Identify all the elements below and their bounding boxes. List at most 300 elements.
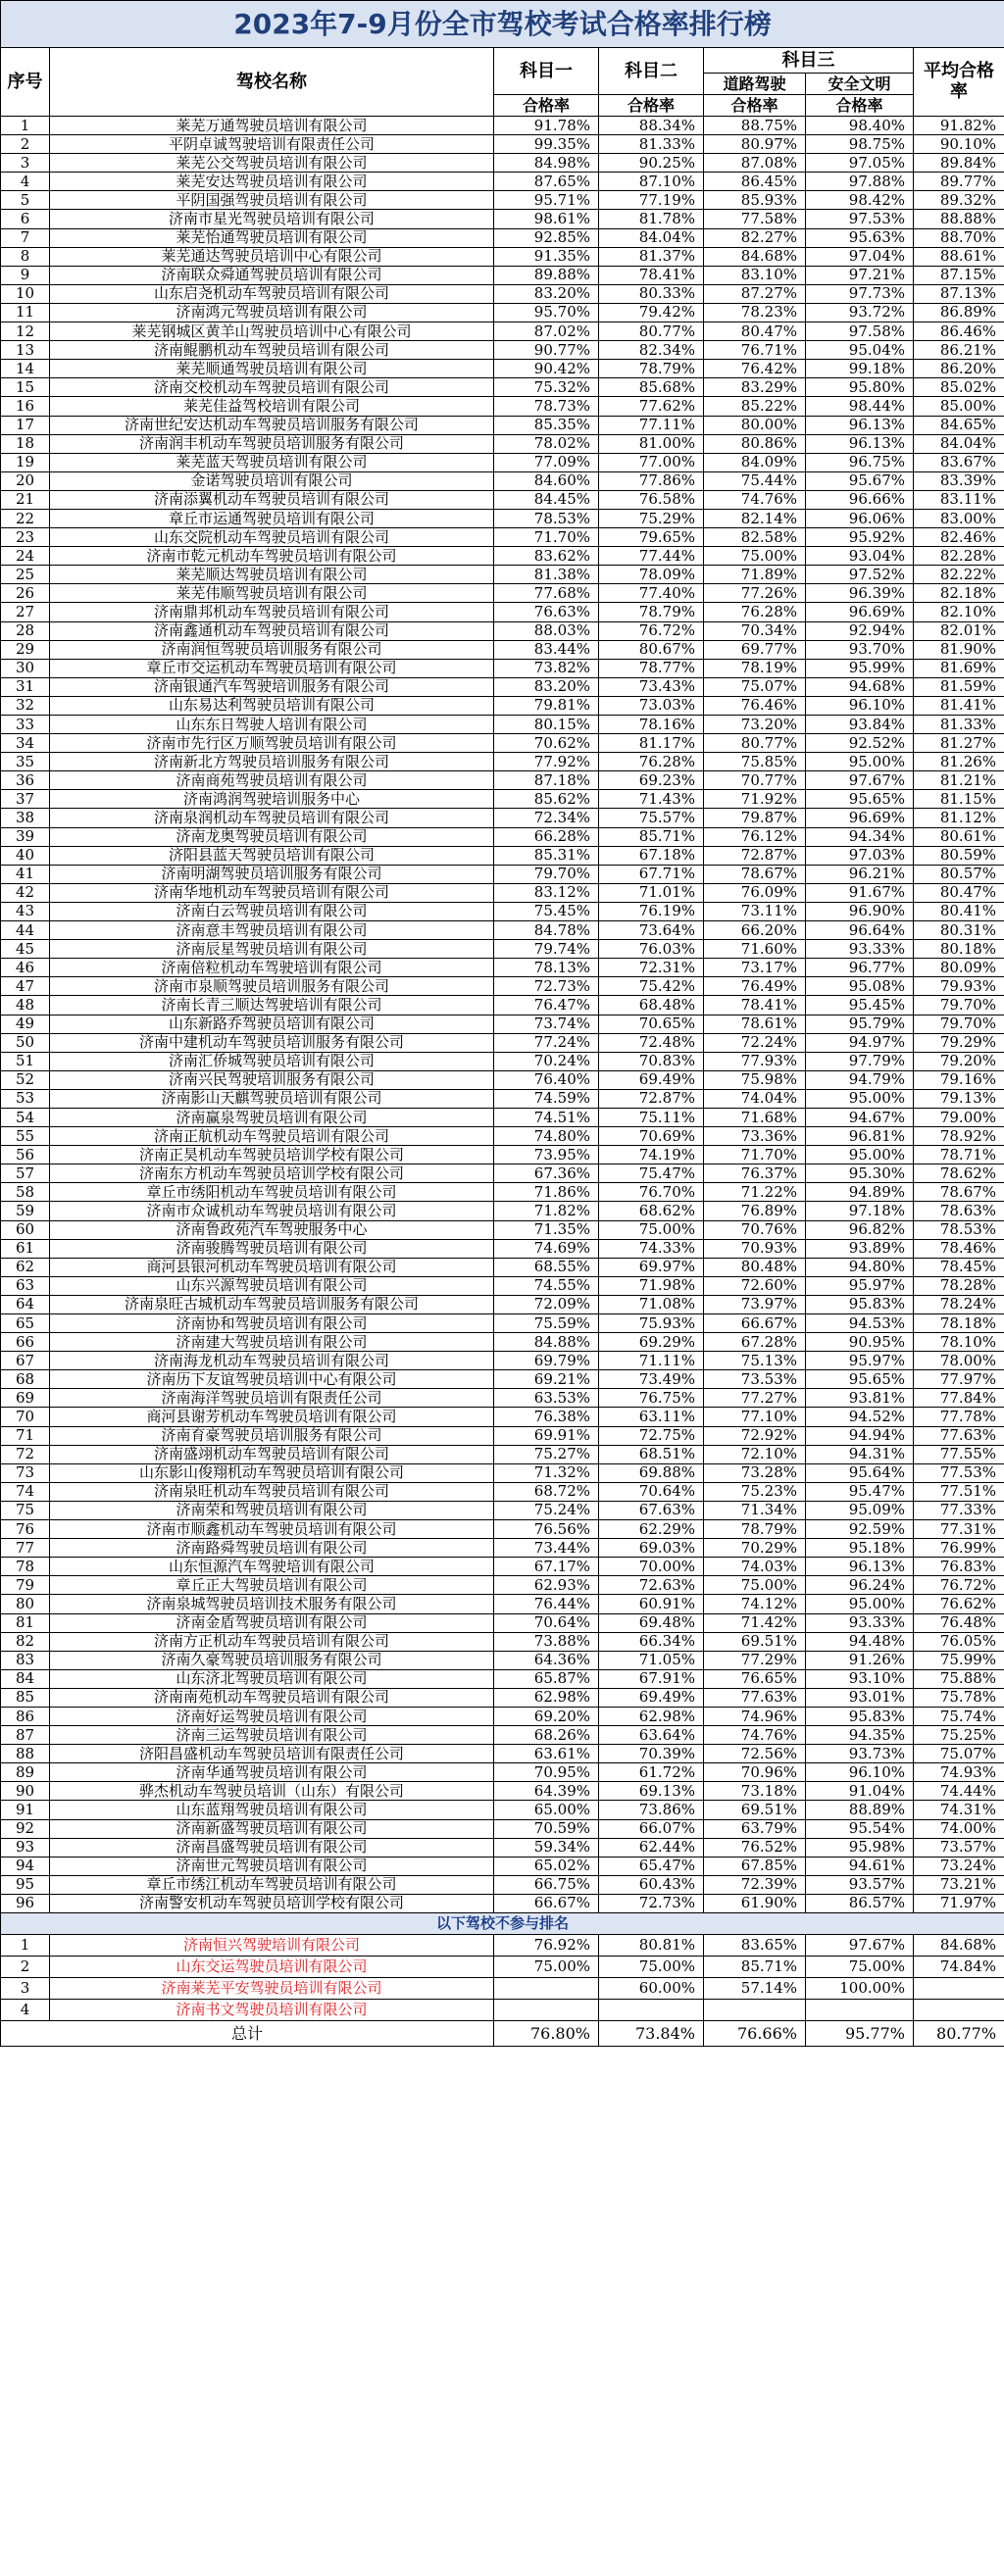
table-row [1,1857,1004,1875]
school-name: 济南书文驾驶员培训有限公司 [50,2000,494,2021]
road-driving-rate: 74.03% [704,1558,806,1576]
road-driving-rate: 82.14% [704,509,806,527]
school-name: 骅杰机动车驾驶员培训（山东）有限公司 [50,1782,494,1801]
subject2-rate: 76.03% [599,940,704,959]
school-name: 莱芜怡通驾驶员培训有限公司 [50,228,494,247]
school-name: 山东影山俊翔机动车驾驶员培训有限公司 [50,1463,494,1482]
rank: 63 [1,1276,50,1295]
safety-rate: 96.69% [806,603,914,621]
subject1-rate: 87.65% [494,173,599,191]
table-row [1,341,1004,360]
subject1-rate: 91.35% [494,247,599,266]
rank: 59 [1,1202,50,1220]
road-driving-rate: 80.77% [704,734,806,753]
safety-rate: 94.31% [806,1445,914,1463]
average-rate: 76.99% [914,1539,1004,1558]
safety-rate: 92.94% [806,621,914,640]
rank: 28 [1,621,50,640]
road-driving-rate: 73.17% [704,959,806,977]
subject1-rate: 85.62% [494,790,599,809]
safety-rate: 98.40% [806,117,914,135]
road-driving-rate: 73.36% [704,1127,806,1146]
school-name: 平阴国强驾驶员培训有限公司 [50,191,494,210]
subject2-rate: 70.64% [599,1482,704,1501]
safety-rate: 93.81% [806,1389,914,1408]
road-driving-rate: 71.34% [704,1501,806,1519]
safety-rate: 91.04% [806,1782,914,1801]
road-driving-rate: 70.77% [704,771,806,790]
safety-rate: 95.92% [806,528,914,547]
table-row [1,453,1004,471]
school-name: 济南建大驾驶员培训有限公司 [50,1333,494,1352]
subject2-rate: 69.49% [599,1070,704,1089]
rank: 8 [1,247,50,266]
subject1-rate [494,2000,599,2021]
safety-rate: 93.89% [806,1239,914,1258]
road-driving-rate [704,2000,806,2021]
safety-rate: 95.79% [806,1015,914,1033]
average-rate: 78.45% [914,1258,1004,1276]
subject2-rate: 73.86% [599,1801,704,1819]
rank: 30 [1,659,50,677]
table-row [1,1745,1004,1763]
road-driving-rate: 66.67% [704,1314,806,1333]
road-driving-rate: 67.28% [704,1333,806,1352]
average-rate: 77.31% [914,1520,1004,1539]
table-row [1,191,1004,210]
school-name: 济南鸿润驾驶培训服务中心 [50,790,494,809]
table-row [1,753,1004,771]
school-name: 济南影山天麒驾驶员培训有限公司 [50,1089,494,1108]
table-row [1,397,1004,416]
rank: 96 [1,1894,50,1912]
safety-rate: 95.54% [806,1819,914,1838]
road-driving-rate: 77.93% [704,1052,806,1070]
subject1-rate: 74.51% [494,1108,599,1126]
safety-rate: 96.66% [806,490,914,509]
road-driving-rate: 77.26% [704,584,806,603]
road-driving-rate: 72.87% [704,846,806,865]
school-name: 济南世元驾驶员培训有限公司 [50,1857,494,1875]
road-driving-rate: 78.79% [704,1520,806,1539]
rank: 89 [1,1763,50,1782]
subject1-rate: 71.35% [494,1220,599,1239]
rank: 6 [1,210,50,228]
rank: 1 [1,117,50,135]
average-rate: 86.46% [914,322,1004,341]
rank: 41 [1,865,50,883]
table-row [1,1763,1004,1782]
school-name: 济南盛翊机动车驾驶员培训有限公司 [50,1445,494,1463]
subject1-rate: 66.67% [494,1894,599,1912]
header-pass-rate-subject1: 合格率 [494,95,599,117]
table-row [1,566,1004,584]
average-rate: 80.18% [914,940,1004,959]
school-name: 济南润丰机动车驾驶员培训服务有限公司 [50,434,494,453]
table-row [1,1651,1004,1669]
safety-rate: 95.00% [806,1089,914,1108]
average-rate: 77.97% [914,1370,1004,1389]
school-name: 济南新北方驾驶员培训服务有限公司 [50,753,494,771]
road-driving-rate: 72.56% [704,1745,806,1763]
average-rate: 78.92% [914,1127,1004,1146]
average-rate: 79.29% [914,1033,1004,1052]
table-row [1,416,1004,434]
safety-rate: 97.79% [806,1052,914,1070]
road-driving-rate: 74.76% [704,490,806,509]
subject1-rate: 59.34% [494,1838,599,1857]
average-rate: 76.48% [914,1613,1004,1632]
page-title: 2023年7-9月份全市驾校考试合格率排行榜 [1,1,1004,48]
average-rate: 80.41% [914,902,1004,920]
safety-rate: 75.00% [806,1957,914,1978]
school-name: 章丘市运通驾驶员培训有限公司 [50,509,494,527]
total-label: 总计 [1,2021,494,2047]
school-name: 济南昌盛驾驶员培训有限公司 [50,1838,494,1857]
average-rate: 80.09% [914,959,1004,977]
safety-rate: 95.97% [806,1276,914,1295]
road-driving-rate: 76.28% [704,603,806,621]
school-name: 济南长青三顺达驾驶培训有限公司 [50,996,494,1015]
safety-rate: 96.06% [806,509,914,527]
road-driving-rate: 73.53% [704,1370,806,1389]
school-name: 济南市先行区万顺驾驶员培训有限公司 [50,734,494,753]
table-row [1,1726,1004,1745]
average-rate: 89.77% [914,173,1004,191]
table-row [1,1033,1004,1052]
subject1-rate: 75.32% [494,378,599,397]
table-row [1,865,1004,883]
excluded-row [1,1935,1004,1957]
table-row [1,378,1004,397]
road-driving-rate: 83.29% [704,378,806,397]
subject2-rate: 88.34% [599,117,704,135]
header-school: 驾校名称 [50,48,494,117]
subject1-rate: 78.53% [494,509,599,527]
average-rate: 85.00% [914,397,1004,416]
average-rate: 77.33% [914,1501,1004,1519]
table-row [1,247,1004,266]
safety-rate: 95.83% [806,1707,914,1725]
safety-rate: 95.83% [806,1295,914,1313]
school-name: 济南汇侨城驾驶员培训有限公司 [50,1052,494,1070]
safety-rate: 94.34% [806,827,914,846]
subject1-rate: 76.92% [494,1935,599,1957]
school-name: 商河县谢芳机动车驾驶员培训有限公司 [50,1408,494,1426]
safety-rate: 93.10% [806,1669,914,1688]
rank: 88 [1,1745,50,1763]
rank: 71 [1,1426,50,1445]
rank: 16 [1,397,50,416]
safety-rate: 91.67% [806,883,914,902]
road-driving-rate: 82.58% [704,528,806,547]
table-row [1,1089,1004,1108]
average-rate: 80.47% [914,883,1004,902]
rank: 15 [1,378,50,397]
rank: 55 [1,1127,50,1146]
road-driving-rate: 75.98% [704,1070,806,1089]
safety-rate: 95.00% [806,753,914,771]
school-name: 济南历下友谊驾驶员培训中心有限公司 [50,1370,494,1389]
rank: 44 [1,921,50,940]
subject1-rate: 73.74% [494,1015,599,1033]
subject1-rate: 76.40% [494,1070,599,1089]
average-rate: 77.51% [914,1482,1004,1501]
table-row [1,1576,1004,1595]
subject1-rate: 65.00% [494,1801,599,1819]
excluded-row [1,2000,1004,2021]
table-row [1,322,1004,341]
average-rate: 78.46% [914,1239,1004,1258]
rank: 48 [1,996,50,1015]
subject1-rate: 72.09% [494,1295,599,1313]
average-rate: 81.33% [914,716,1004,734]
subject2-rate: 69.97% [599,1258,704,1276]
school-name: 金诺驾驶员培训有限公司 [50,471,494,490]
table-row [1,1295,1004,1313]
rank: 78 [1,1558,50,1576]
table-row [1,1333,1004,1352]
table-row [1,1595,1004,1613]
safety-rate: 95.80% [806,378,914,397]
average-rate: 84.65% [914,416,1004,434]
subject1-rate: 72.34% [494,809,599,827]
safety-rate: 86.57% [806,1894,914,1912]
safety-rate: 95.65% [806,1370,914,1389]
average-rate: 79.00% [914,1108,1004,1126]
road-driving-rate: 75.00% [704,1576,806,1595]
road-driving-rate: 76.65% [704,1669,806,1688]
school-name: 莱芜万通驾驶员培训有限公司 [50,117,494,135]
subject2-rate: 75.57% [599,809,704,827]
subject2-rate: 73.03% [599,696,704,715]
subject2-rate: 81.78% [599,210,704,228]
road-driving-rate: 72.92% [704,1426,806,1445]
road-driving-rate: 75.00% [704,547,806,566]
school-name: 莱芜公交驾驶员培训有限公司 [50,154,494,173]
road-driving-rate: 86.45% [704,173,806,191]
subject2-rate: 70.65% [599,1015,704,1033]
road-driving-rate: 71.68% [704,1108,806,1126]
safety-rate: 95.65% [806,790,914,809]
average-rate: 78.53% [914,1220,1004,1239]
road-driving-rate: 76.09% [704,883,806,902]
safety-rate: 96.13% [806,416,914,434]
road-driving-rate: 78.41% [704,996,806,1015]
average-rate: 81.15% [914,790,1004,809]
safety-rate: 95.00% [806,1146,914,1164]
subject2-rate: 69.48% [599,1613,704,1632]
school-name: 济南久豪驾驶员培训服务有限公司 [50,1651,494,1669]
road-driving-rate: 74.76% [704,1726,806,1745]
subject2-rate: 76.72% [599,621,704,640]
subject2-rate: 77.86% [599,471,704,490]
subject1-rate: 75.59% [494,1314,599,1333]
rank: 53 [1,1089,50,1108]
safety-rate: 94.61% [806,1857,914,1875]
subject2-rate: 82.34% [599,341,704,360]
table-row [1,1108,1004,1126]
rank: 22 [1,509,50,527]
average-rate: 79.20% [914,1052,1004,1070]
subject2-rate: 77.00% [599,453,704,471]
road-driving-rate: 63.79% [704,1819,806,1838]
safety-rate: 98.44% [806,397,914,416]
subject2-rate: 76.19% [599,902,704,920]
subject2-rate: 76.58% [599,490,704,509]
table-row [1,360,1004,378]
subject1-rate: 78.13% [494,959,599,977]
school-name: 济南市顺鑫机动车驾驶员培训有限公司 [50,1520,494,1539]
subject2-rate: 60.91% [599,1595,704,1613]
subject1-rate: 78.02% [494,434,599,453]
subject1-rate: 71.82% [494,1202,599,1220]
road-driving-rate: 73.20% [704,716,806,734]
school-name: 商河县银河机动车驾驶员培训有限公司 [50,1258,494,1276]
rank: 76 [1,1520,50,1539]
subject2-rate: 71.11% [599,1352,704,1370]
school-name: 济南泉旺机动车驾驶员培训有限公司 [50,1482,494,1501]
average-rate: 80.61% [914,827,1004,846]
rank: 10 [1,284,50,303]
school-name: 济南交校机动车驾驶员培训有限公司 [50,378,494,397]
subject2-rate: 75.11% [599,1108,704,1126]
table-row [1,977,1004,996]
subject1-rate: 77.24% [494,1033,599,1052]
subject1-rate: 71.70% [494,528,599,547]
average-rate: 78.28% [914,1276,1004,1295]
safety-rate: 94.35% [806,1726,914,1745]
rank: 74 [1,1482,50,1501]
rank: 26 [1,584,50,603]
header-average [914,48,1004,117]
school-name: 济南金盾驾驶员培训有限公司 [50,1613,494,1632]
subject1-rate: 68.72% [494,1482,599,1501]
average-rate: 90.10% [914,135,1004,154]
table-row [1,640,1004,659]
average-rate: 88.61% [914,247,1004,266]
school-name: 济南华地机动车驾驶员培训有限公司 [50,883,494,902]
table-row [1,659,1004,677]
average-rate: 76.83% [914,1558,1004,1576]
safety-rate: 97.53% [806,210,914,228]
subject1-rate: 69.20% [494,1707,599,1725]
average-rate: 86.21% [914,341,1004,360]
average-rate: 83.67% [914,453,1004,471]
average-rate: 81.12% [914,809,1004,827]
road-driving-rate: 84.09% [704,453,806,471]
road-driving-rate: 78.67% [704,865,806,883]
subject2-rate: 73.64% [599,921,704,940]
header-road: 道路驾驶 [704,74,806,95]
subject1-rate: 77.68% [494,584,599,603]
safety-rate: 98.75% [806,135,914,154]
road-driving-rate: 70.34% [704,621,806,640]
school-name: 济南市星光驾驶员培训有限公司 [50,210,494,228]
table-row [1,771,1004,790]
average-rate [914,2000,1004,2021]
school-name: 济南意丰驾驶员培训有限公司 [50,921,494,940]
rank: 36 [1,771,50,790]
road-driving-rate: 72.24% [704,1033,806,1052]
table-row [1,1220,1004,1239]
school-name: 济南市泉顺驾驶员培训服务有限公司 [50,977,494,996]
road-driving-rate: 78.61% [704,1015,806,1033]
average-rate: 74.93% [914,1763,1004,1782]
average-rate: 78.67% [914,1183,1004,1202]
table-row [1,584,1004,603]
school-name: 莱芜佳益驾校培训有限公司 [50,397,494,416]
average-rate: 83.00% [914,509,1004,527]
subject2-rate: 73.49% [599,1370,704,1389]
road-driving-rate: 80.48% [704,1258,806,1276]
table-row [1,1688,1004,1707]
subject2-rate: 71.05% [599,1651,704,1669]
rank: 49 [1,1015,50,1033]
rank: 25 [1,566,50,584]
school-name: 山东交院机动车驾驶员培训有限公司 [50,528,494,547]
subject2-rate: 78.79% [599,360,704,378]
subject1-rate: 75.45% [494,902,599,920]
average-rate: 81.41% [914,696,1004,715]
subject2-rate: 90.25% [599,154,704,173]
average-rate: 89.32% [914,191,1004,210]
average-rate: 84.68% [914,1935,1004,1957]
road-driving-rate: 73.11% [704,902,806,920]
school-name: 莱芜蓝天驾驶员培训有限公司 [50,453,494,471]
subject2-rate: 67.18% [599,846,704,865]
table-row [1,1258,1004,1276]
subject1-rate: 83.20% [494,677,599,696]
school-name: 济南泉旺古城机动车驾驶员培训服务有限公司 [50,1295,494,1313]
subject1-rate: 73.88% [494,1632,599,1651]
average-rate: 77.53% [914,1463,1004,1482]
school-name: 济南华通驾驶员培训有限公司 [50,1763,494,1782]
subject2-rate: 81.00% [599,434,704,453]
road-driving-rate: 72.39% [704,1875,806,1894]
subject1-rate: 70.95% [494,1763,599,1782]
average-rate: 78.18% [914,1314,1004,1333]
table-row [1,1276,1004,1295]
rank: 33 [1,716,50,734]
table-row [1,621,1004,640]
rank: 27 [1,603,50,621]
safety-rate: 90.95% [806,1333,914,1352]
subject2-rate: 75.42% [599,977,704,996]
rank: 4 [1,2000,50,2021]
table-row [1,266,1004,284]
school-name: 济南龙奥驾驶员培训有限公司 [50,827,494,846]
safety-rate: 96.69% [806,809,914,827]
road-driving-rate: 76.46% [704,696,806,715]
subject2-rate: 70.39% [599,1745,704,1763]
ranked-rows [1,117,1004,1913]
rank: 46 [1,959,50,977]
safety-rate: 91.26% [806,1651,914,1669]
table-row [1,1501,1004,1519]
table-row [1,210,1004,228]
average-rate: 82.01% [914,621,1004,640]
table-row [1,1164,1004,1183]
average-rate: 82.46% [914,528,1004,547]
safety-rate: 100.00% [806,1978,914,2000]
subject1-rate: 76.44% [494,1595,599,1613]
average-rate: 75.25% [914,1726,1004,1745]
rank: 90 [1,1782,50,1801]
subject2-rate: 78.77% [599,659,704,677]
rank: 54 [1,1108,50,1126]
road-driving-rate: 88.75% [704,117,806,135]
